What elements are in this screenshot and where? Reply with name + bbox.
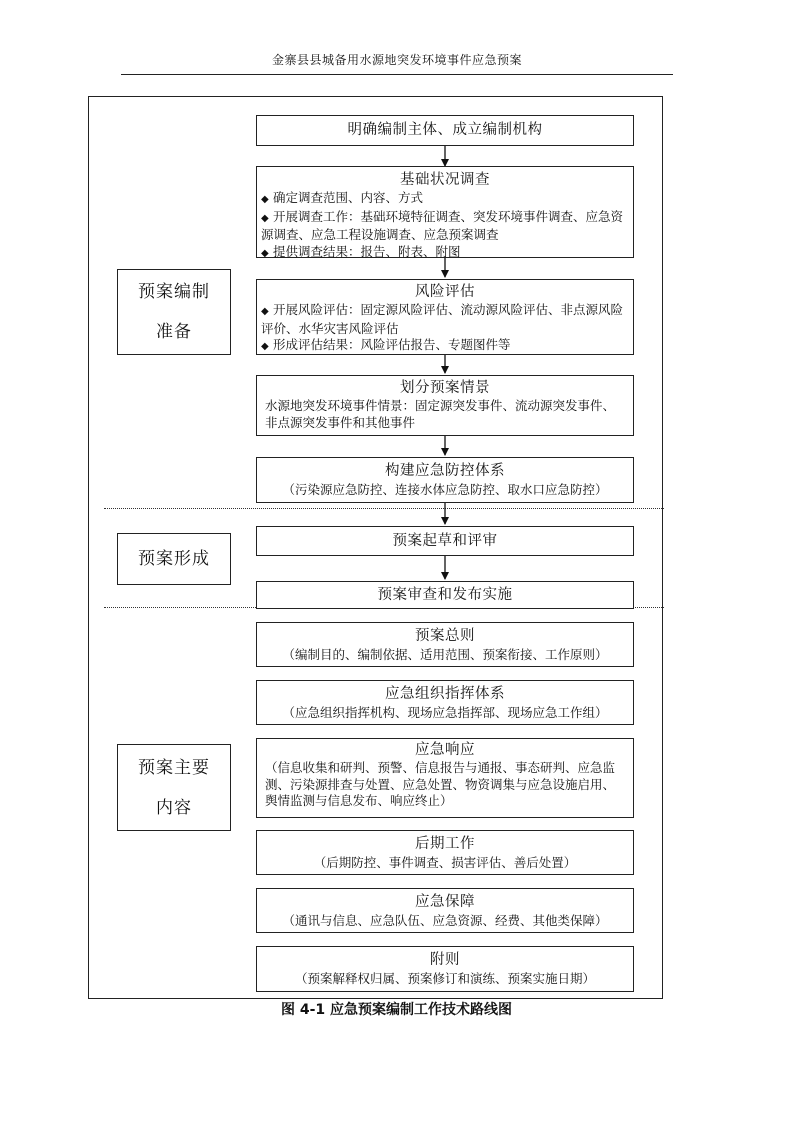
step-box-basic-survey [256, 166, 634, 258]
content-box-support [256, 888, 634, 933]
step-subtitle: （预案解释权归属、预案修订和演练、预案实施日期） [294, 971, 595, 986]
figure-caption: 图 4-1 应急预案编制工作技术路线图 [280, 1002, 513, 1018]
bullet-item: ◆ 开展调查工作：基础环境特征调查、突发环境事件调查、应急资源调查、应急工程设施调查、应急预案调查 [261, 208, 624, 242]
diamond-bullet-icon: ◆ [261, 306, 269, 317]
step-title: 风险评估 [415, 284, 475, 300]
section-label-content [117, 744, 231, 831]
bullet-item: ◆ 提供调查结果：报告、附表、附图 [257, 244, 633, 263]
section-label-formation [117, 533, 231, 585]
bullet-item: ◆ 形成评估结果：风险评估报告、专题图件等 [257, 337, 633, 356]
step-box-risk-assessment [256, 279, 634, 355]
step-description: （信息收集和研判、预警、信息报告与通报、事态研判、应急监测、污染源排查与处置、应急处置、物资调集与应急设施启用、舆情监测与信息发布、响应终止） [265, 760, 616, 808]
step-title: 应急保障 [415, 893, 475, 910]
section-label-preparation [117, 269, 231, 355]
section-label-line: 预案编制 [138, 282, 210, 302]
content-box-supplementary [256, 946, 634, 992]
section-label-line: 预案形成 [138, 549, 210, 569]
step-subtitle: （污染源应急防控、连接水体应急防控、取水口应急防控） [282, 482, 608, 497]
content-box-command-system [256, 680, 634, 725]
step-title: 应急响应 [415, 742, 475, 758]
step-box-control-system [256, 457, 634, 503]
step-box-establish-organization [256, 115, 634, 146]
bullet-item: ◆ 开展风险评估：固定源风险评估、流动源风险评估、非点源风险评价、水华灾害风险评估 [261, 302, 624, 336]
step-subtitle: （后期防控、事件调查、损害评估、善后处置） [313, 854, 577, 870]
step-title: 应急组织指挥体系 [385, 685, 505, 702]
step-title: 附则 [430, 952, 460, 968]
section-label-line: 内容 [156, 797, 192, 818]
step-title: 后期工作 [415, 835, 475, 852]
step-title: 划分预案情景 [400, 380, 490, 396]
bullet-item: ◆ 确定调查范围、内容、方式 [257, 190, 633, 209]
step-title: 明确编制主体、成立编制机构 [347, 122, 543, 138]
content-box-follow-up [256, 830, 634, 875]
diamond-bullet-icon: ◆ [261, 212, 269, 224]
diamond-bullet-icon: ◆ [261, 247, 269, 259]
content-box-emergency-response [256, 738, 634, 818]
step-description: 水源地突发环境事件情景：固定源突发事件、流动源突发事件、非点源突发事件和其他事件 [265, 398, 616, 430]
step-title: 基础状况调查 [400, 172, 490, 188]
section-label-line: 准备 [156, 322, 192, 342]
step-title: 预案总则 [415, 627, 475, 644]
step-box-scenario-division [256, 375, 634, 436]
step-title: 构建应急防控体系 [385, 463, 505, 479]
step-subtitle: （通讯与信息、应急队伍、应急资源、经费、其他类保障） [282, 912, 608, 928]
step-subtitle: （编制目的、编制依据、适用范围、预案衔接、工作原则） [282, 646, 608, 662]
step-box-approval-release [256, 581, 634, 609]
diamond-bullet-icon: ◆ [261, 194, 269, 205]
content-box-general-principles [256, 622, 634, 667]
step-subtitle: （应急组织指挥机构、现场应急指挥部、现场应急工作组） [282, 704, 608, 720]
step-box-draft-review [256, 526, 634, 556]
step-title: 预案审查和发布实施 [377, 586, 513, 603]
diamond-bullet-icon: ◆ [261, 341, 269, 352]
page-header: 金寨县县城备用水源地突发环境事件应急预案 [271, 53, 522, 67]
step-title: 预案起草和评审 [392, 532, 498, 549]
section-label-line: 预案主要 [138, 757, 210, 778]
